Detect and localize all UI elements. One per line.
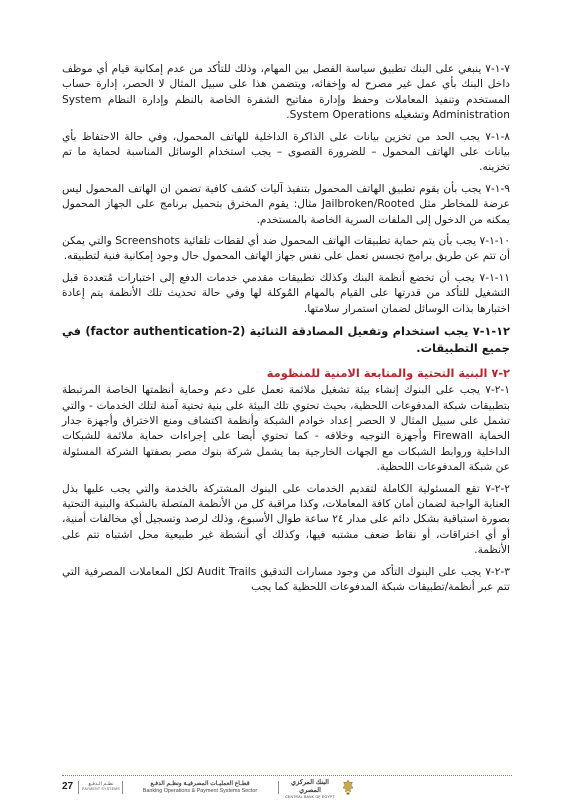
paragraph-7-2-2: ٢-٢-٧ تقع المسئولية الكاملة لتقديم الخدمات على البنوك المشتركة بالخدمة والتي يجب عليها بذل العناية الواجبة لضمان أمان كافة المعاملات، وكذا مراقبة كل من الأنظمة المتصلة بالشبكة والبنية التحتية بصورة استباقية بشكل دائم على مدار ٢٤ ساعة طوال الأسبوع، وذلك لرصد وتسجيل أي مخالفات أمنية، أو أي اختراقات، أو نقاط ضعف مشتبه فيها، وكذلك أي أنشطة غير طبيعية محل اشتباه تتم على الأنظمة. bbox=[62, 482, 510, 557]
eagle-emblem-icon bbox=[342, 779, 354, 795]
footer-separator bbox=[278, 781, 279, 794]
payment-systems-en: PAYMENT SYSTEMS bbox=[82, 787, 120, 791]
central-bank-logo bbox=[282, 779, 338, 799]
footer-divider bbox=[62, 775, 512, 776]
paragraph-7-1-8: ٨-١-٧ يجب الحد من تخزين بيانات على الذاكرة الداخلية للهاتف المحمول، وفي حالة الاحتفاظ بأي بيانات على الهاتف المحمول – للضرورة القصوى – يجب استخدام الوسائل المناسبة لحماية ما تم تخزينه. bbox=[62, 130, 510, 174]
paragraph-7-1-12: ١٢-١-٧ يجب استخدام وتفعيل المصادقة الثنائية (2-factor authentication) في جميع التطبيقات. bbox=[62, 324, 511, 355]
central-bank-name-en: CENTRAL BANK OF EGYPT bbox=[285, 795, 335, 799]
page-footer bbox=[62, 779, 512, 799]
paragraph-7-2-3: ٣-٢-٧ يجب على البنوك التأكد من وجود مسارات التدقيق Audit Trails لكل المعاملات المصرفية التي تتم عبر أنظمة/تطبيقات شبكة المدفوعات اللحظية كما يجب bbox=[62, 565, 510, 593]
payment-systems-ar: نظـم الـدفـع bbox=[88, 781, 114, 787]
paragraph-7-1-9: ٩-١-٧ يجب بأن يقوم تطبيق الهاتف المحمول بتنفيذ آليات كشف كافية تضمن ان الهاتف المحمول ليس عرضة للمخاطر مثل Jailbroken/Rooted مثال: يقوم المخترق بتحميل برنامج على الجهاز المحمول يمكنه من الدخول إلى الملفات السرية الخاصة بالمستخدم. bbox=[62, 182, 510, 226]
sector-title bbox=[125, 781, 275, 795]
page-number: 27 bbox=[62, 781, 74, 792]
payment-systems-logo bbox=[82, 781, 120, 794]
section-heading-7-2: ٢-٧ البنية التحتية والمتابعة الامنية للمنظومة bbox=[266, 366, 510, 381]
document-body bbox=[62, 62, 510, 601]
footer-separator bbox=[122, 781, 123, 794]
footer-separator bbox=[78, 781, 79, 794]
paragraph-7-1-7: ٧-١-٧ ينبغي على البنك تطبيق سياسة الفصل بين المهام، وذلك للتأكد من عدم إمكانية قيام أي موظف داخل البنك بأي عمل غير مصرح له وإخفائه، ويتضمن هذا على سبيل المثال لا الحصر، إدارة حساب المستخدم وتنفيذ المعاملات وحفظ وإدارة مفاتيح الشفرة الخاصة بالنظم وإدارة النظام System Administration وتشغيله System Operations. bbox=[62, 63, 510, 122]
paragraph-7-1-10: ١٠-١-٧ يجب بأن يتم حماية تطبيقات الهاتف المحمول ضد أي لقطات تلقائية Screenshots والتي يمكن أن تتم عن طريق برامج تجسس تعمل على نفس جهاز الهاتف المحمول حال وجود إمكانية فنية لتطبيقه. bbox=[62, 235, 510, 263]
paragraph-7-2-1: ١-٢-٧ يجب على البنوك إنشاء بيئة تشغيل ملائمة تعمل على دعم وحماية أنظمتها الخاصة المرتبطة بتطبيقات شبكة المدفوعات اللحظية، بحيث تحتوي تلك البيئة على بنية تحتية آمنة لتلك الخدمات - والتي تشمل على سبيل المثال لا الحصر إعداد خوادم الشبكة وأنظمة اكتشاف ومنع الاختراق وأجهزة جدار الحماية Firewall وأجهزة التوجيه وخلافه - كما تحتوي أيضا على إجراءات حماية ملائمة للشبكات الداخلية وروابط الشبكات مع الجهات الخارجية بما يشمل شركة بنوك مصر بصفتها الشركة المسئولة عن شبكة المدفوعات اللحظية. bbox=[62, 384, 510, 474]
paragraph-7-1-11: ١١-١-٧ يجب أن تخضع أنظمة البنك وكذلك تطبيقات مقدمي خدمات الدفع إلى اختبارات مُتعددة قبل التشغيل للتأكد من قدرتها على القيام بالمهام المُوكلة لها وفي حالة تحديث تلك الأنظمة يتم إعادة اختبارها بذات الوسائل لضمان استمرار سلامتها. bbox=[62, 271, 510, 315]
sector-title-en: Banking Operations & Payment Systems Sector bbox=[142, 788, 258, 794]
central-bank-name-ar: البنك المركزي المصري bbox=[291, 779, 329, 794]
sector-title-ar: قطـاع العمليـات المصرفيـة ونظـم الدفـع bbox=[150, 781, 250, 787]
